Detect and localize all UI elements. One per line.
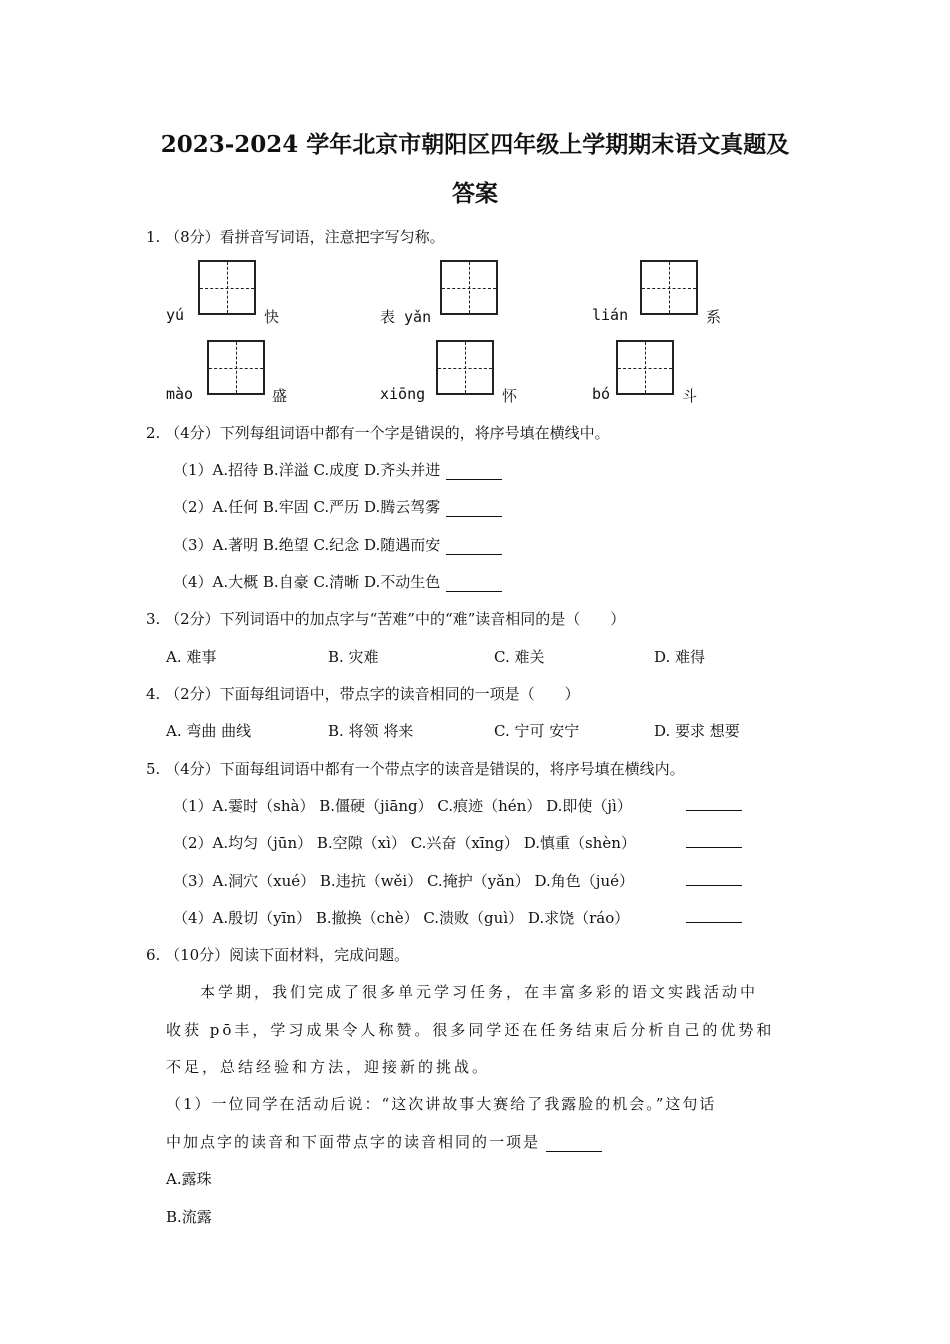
writing-grid[interactable] [640, 260, 698, 315]
q5-item-text: （4）A.殷切（yīn） B.撤换（chè） C.溃败（guì） D.求饶（ráo） [173, 909, 630, 927]
q6-sub1-text: 中加点字的读音和下面带点字的读音相同的一项是 [166, 1133, 541, 1151]
q5-item [173, 907, 629, 928]
q2-stem: 2. （4分）下列每组词语中都有一个字是错误的，将序号填在横线中。 [146, 424, 610, 442]
q3-option-a[interactable]: A. 难事 [166, 648, 217, 666]
q1-r2-c1-post: 盛 [272, 387, 288, 405]
q6-option-b[interactable]: B.流露 [166, 1208, 212, 1226]
q2-item [173, 496, 502, 517]
q2-item-text: （1）A.招待 B.洋溢 C.成度 D.齐头并进 [173, 461, 441, 479]
q1-r2-c1-pre: mào [166, 385, 194, 403]
answer-blank[interactable] [686, 796, 742, 811]
answer-blank[interactable] [686, 908, 742, 923]
answer-blank[interactable] [686, 871, 742, 886]
answer-blank[interactable] [446, 540, 502, 555]
page-title-line1: 2023-2024 学年北京市朝阳区四年级上学期期末语文真题及 [160, 131, 790, 158]
q1-r1-c3-post: 系 [706, 308, 722, 326]
q1-r1-c1-pre: yú [166, 306, 185, 324]
q3-stem: 3. （2分）下列词语中的加点字与“苦难”中的“难”读音相同的是（ ） [146, 610, 626, 628]
answer-blank[interactable] [686, 833, 742, 848]
q6-paragraph-line: 本学期，我们完成了很多单元学习任务，在丰富多彩的语文实践活动中 [200, 983, 759, 1001]
q5-stem: 5. （4分）下面每组词语中都有一个带点字的读音是错误的，将序号填在横线内。 [146, 760, 685, 778]
q6-paragraph-line: 不足，总结经验和方法，迎接新的挑战。 [166, 1058, 491, 1076]
q5-item [173, 795, 632, 816]
answer-blank[interactable] [546, 1137, 602, 1152]
q5-item [173, 832, 636, 853]
q4-option-b[interactable]: B. 将领 将来 [328, 722, 414, 740]
q2-item-text: （3）A.著明 B.绝望 C.纪念 D.随遇而安 [173, 536, 441, 554]
page-title-line2: 答案 [452, 180, 498, 207]
q2-item [173, 571, 502, 592]
q6-paragraph-line: 收获 pō丰，学习成果令人称赞。很多同学还在任务结束后分析自己的优势和 [166, 1021, 775, 1039]
q1-stem: 1. （8分）看拼音写词语，注意把字写匀称。 [146, 228, 445, 246]
q1-r2-c2-post: 怀 [502, 387, 518, 405]
q5-item-text: （2）A.均匀（jūn） B.空隙（xì） C.兴奋（xīng） D.慎重（shèn） [173, 834, 636, 852]
q3-option-b[interactable]: B. 灾难 [328, 648, 379, 666]
q5-item-text: （1）A.霎时（shà） B.僵硬（jiāng） C.痕迹（hén） D.即使（jì） [173, 797, 632, 815]
q1-r2-c2-pre: xiōng [380, 385, 426, 403]
writing-grid[interactable] [198, 260, 256, 315]
q6-option-a[interactable]: A.露珠 [166, 1170, 212, 1188]
writing-grid[interactable] [440, 260, 498, 315]
q4-option-c[interactable]: C. 宁可 安宁 [494, 722, 580, 740]
q5-item [173, 870, 634, 891]
answer-blank[interactable] [446, 502, 502, 517]
q4-stem: 4. （2分）下面每组词语中，带点字的读音相同的一项是（ ） [146, 685, 580, 703]
q2-item-text: （2）A.任何 B.牢固 C.严历 D.腾云驾雾 [173, 498, 441, 516]
q2-item [173, 534, 502, 555]
q1-r1-c2-pre: 表 yǎn [380, 308, 432, 326]
q2-item [173, 459, 502, 480]
answer-blank[interactable] [446, 465, 502, 480]
q1-r2-c3-pre: bó [592, 385, 611, 403]
writing-grid[interactable] [436, 340, 494, 395]
q6-sub1-line: （1）一位同学在活动后说：“这次讲故事大赛给了我露脸的机会。”这句话 [166, 1095, 717, 1113]
q2-item-text: （4）A.大概 B.自豪 C.清晰 D.不动生色 [173, 573, 441, 591]
q1-r1-c1-post: 快 [264, 308, 280, 326]
q4-option-d[interactable]: D. 要求 想要 [654, 722, 740, 740]
q5-item-text: （3）A.洞穴（xué） B.违抗（wěi） C.掩护（yǎn） D.角色（jué） [173, 872, 634, 890]
q6-sub1-line [166, 1131, 806, 1152]
q1-r2-c3-post: 斗 [682, 387, 698, 405]
writing-grid[interactable] [616, 340, 674, 395]
q4-option-a[interactable]: A. 弯曲 曲线 [166, 722, 252, 740]
q1-r1-c3-pre: lián [592, 306, 629, 324]
q3-option-d[interactable]: D. 难得 [654, 648, 706, 666]
q6-stem: 6. （10分）阅读下面材料，完成问题。 [146, 946, 410, 964]
q3-option-c[interactable]: C. 难关 [494, 648, 545, 666]
writing-grid[interactable] [207, 340, 265, 395]
answer-blank[interactable] [446, 577, 502, 592]
